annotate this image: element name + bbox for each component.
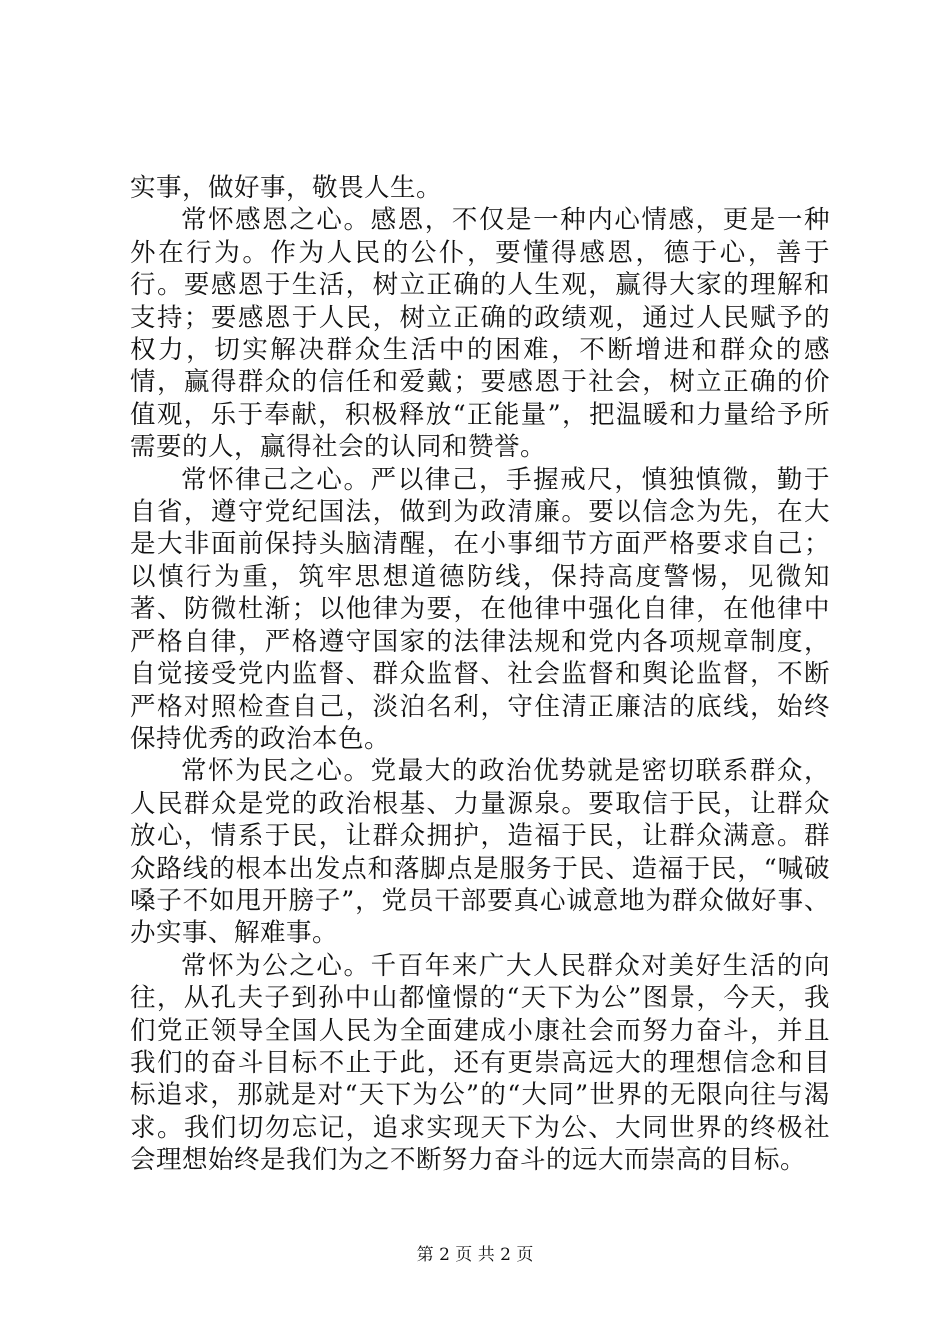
document-body xyxy=(130,172,830,1177)
page-number-footer: 第 2 页 共 2 页 xyxy=(416,1245,534,1265)
paragraph-self-discipline: 常怀律己之心。严以律己，手握戒尺，慎独慎微，勤于自省，遵守党纪国法，做到为政清廉。要以信念为先，在大是大非面前保持头脑清醒，在小事细节方面严格要求自己；以慎行为重，筑牢思想道德防线，保持高度警惕，见微知著、防微杜渐；以他律为要，在他律中强化自律，在他律中严格自律，严格遵守国家的法律法规和党内各项规章制度，自觉接受党内监督、群众监督、社会监督和舆论监督，不断严格对照检查自己，淡泊名利，守住清正廉洁的底线，始终保持优秀的政治本色。 xyxy=(130,464,830,754)
paragraph-continuation: 实事，做好事，敬畏人生。 xyxy=(130,173,443,203)
paragraph-gratitude: 常怀感恩之心。感恩，不仅是一种内心情感，更是一种外在行为。作为人民的公仆，要懂得感恩，德于心，善于行。要感恩于生活，树立正确的人生观，赢得大家的理解和支持；要感恩于人民，树立正确的政绩观，通过人民赋予的权力，切实解决群众生活中的困难，不断增进和群众的感情，赢得群众的信任和爱戴；要感恩于社会，树立正确的价值观，乐于奉献，积极释放“正能量”，把温暖和力量给予所需要的人，赢得社会的认同和赞誉。 xyxy=(130,205,830,463)
paragraph-serve-people: 常怀为民之心。党最大的政治优势就是密切联系群众，人民群众是党的政治根基、力量源泉。要取信于民，让群众放心，情系于民，让群众拥护，造福于民，让群众满意。群众路线的根本出发点和落脚点是服务于民、造福于民，“喊破嗓子不如甩开膀子”，党员干部要真心诚意地为群众做好事、办实事、解难事。 xyxy=(130,756,830,949)
paragraph-public-spirit: 常怀为公之心。千百年来广大人民群众对美好生活的向往，从孔夫子到孙中山都憧憬的“天下为公”图景，今天，我们党正领导全国人民为全面建成小康社会而努力奋斗，并且我们的奋斗目标不止于此，还有更崇高远大的理想信念和目标追求，那就是对“天下为公”的“大同”世界的无限向往与渴求。我们切勿忘记，追求实现天下为公、大同世界的终极社会理想始终是我们为之不断努力奋斗的远大而崇高的目标。 xyxy=(130,950,830,1176)
